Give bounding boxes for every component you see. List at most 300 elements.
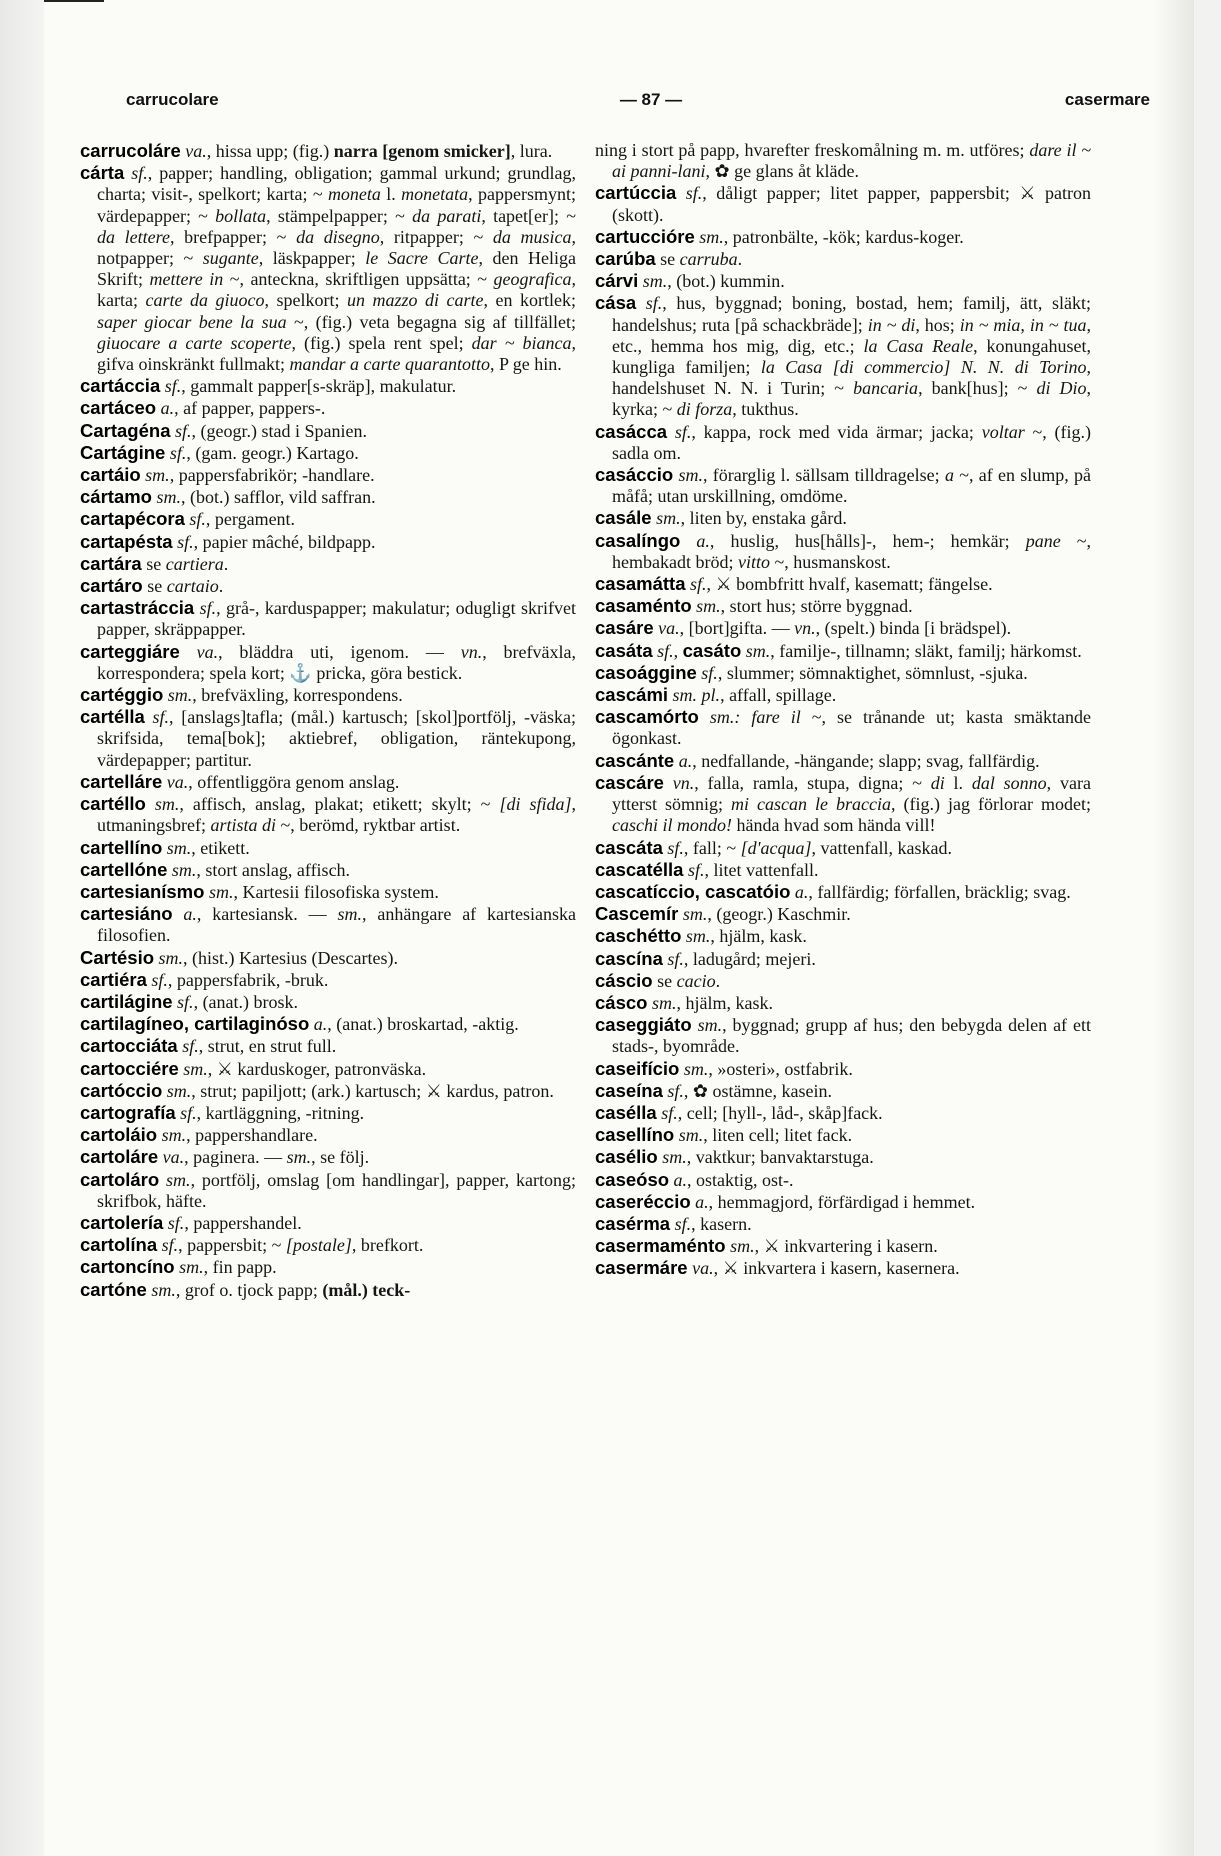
headword: cascáre bbox=[595, 771, 664, 793]
headword: cascatélla bbox=[595, 858, 684, 880]
definition-text: se bbox=[655, 249, 680, 270]
headword: casamátta bbox=[595, 573, 686, 595]
grammar-italic: la Casa Reale bbox=[863, 335, 974, 356]
dictionary-entry bbox=[595, 140, 1091, 182]
grammar-italic: sm. bbox=[286, 1147, 312, 1168]
grammar-italic: a. bbox=[172, 904, 197, 925]
dictionary-entry bbox=[80, 991, 576, 1013]
dictionary-entry bbox=[80, 442, 576, 464]
dictionary-entry bbox=[595, 507, 1091, 529]
definition-text: ~, (fig.) sadla om. bbox=[612, 421, 1091, 463]
headword: cascína bbox=[595, 947, 663, 969]
grammar-italic: dal sonno bbox=[971, 772, 1047, 793]
top-rule bbox=[44, 0, 104, 2]
definition-text: , den Heliga Skrift; bbox=[97, 248, 576, 290]
definition-text: , stort anslag, affisch. bbox=[196, 859, 351, 880]
headword: casélio bbox=[595, 1146, 658, 1168]
definition-text: , strut, en strut full. bbox=[198, 1036, 337, 1057]
grammar-italic: vitto bbox=[737, 551, 770, 572]
dictionary-entry bbox=[80, 486, 576, 508]
grammar-italic: sf. bbox=[685, 574, 707, 595]
grammar-italic: sf. bbox=[175, 1102, 197, 1123]
dictionary-entry bbox=[595, 859, 1091, 881]
grammar-italic: da disegno bbox=[296, 226, 380, 247]
grammar-italic: sm. bbox=[337, 904, 363, 925]
definition-text: , (spelt.) binda [i brädspel). bbox=[815, 618, 1012, 639]
headword: cárta bbox=[80, 162, 125, 184]
grammar-italic: a. bbox=[156, 398, 175, 419]
dictionary-entry bbox=[80, 793, 576, 836]
grammar-italic: le Sacre Carte bbox=[365, 248, 479, 269]
definition-text: , hjälm, kask. bbox=[676, 992, 773, 1013]
definition-text: , lura. bbox=[510, 141, 553, 161]
definition-text: , (anat.) brosk. bbox=[193, 991, 299, 1012]
headword: cartoncíno bbox=[80, 1256, 175, 1278]
definition-text: , grof o. tjock papp; bbox=[175, 1279, 323, 1300]
grammar-italic: sm. bbox=[204, 881, 234, 902]
headword: caseggiáto bbox=[595, 1014, 692, 1036]
dictionary-entry bbox=[80, 1146, 576, 1168]
dictionary-entry bbox=[595, 1058, 1091, 1080]
headword: casermaménto bbox=[595, 1235, 726, 1257]
definition-text: , strut; papiljott; (ark.) kartusch; ⚔ kardus, patron. bbox=[191, 1080, 554, 1101]
definition-text: , portfölj, omslag [om handlingar], papper, kartong; skrifbok, häfte. bbox=[97, 1169, 576, 1211]
definition-text: , (anat.) broskartad, -aktig. bbox=[327, 1014, 519, 1035]
definition-text: , anhängare af kartesianska filosofien. bbox=[97, 904, 576, 946]
definition-text: , spelkort; bbox=[264, 290, 347, 311]
definition-text: se bbox=[652, 970, 677, 991]
headword: cartoláro bbox=[80, 1168, 160, 1190]
last-guide-word: casermare bbox=[1064, 90, 1150, 109]
definition-text: , se följ. bbox=[311, 1147, 370, 1168]
grammar-italic: sf. bbox=[146, 969, 168, 990]
definition-text: , offentliggöra genom anslag. bbox=[188, 771, 400, 792]
definition-text: , förarglig l. sällsam tilldragelse; bbox=[702, 465, 945, 486]
headword: cartolería bbox=[80, 1211, 164, 1233]
grammar-italic: sm. bbox=[157, 1125, 187, 1146]
headword: casellíno bbox=[595, 1124, 675, 1146]
bold-text: (mål.) teck- bbox=[322, 1279, 411, 1300]
grammar-italic: cartaio bbox=[166, 576, 219, 597]
dictionary-entry bbox=[595, 292, 1091, 420]
grammar-italic: va. bbox=[179, 641, 219, 662]
definition-text: , pappersfabrik, -bruk. bbox=[167, 969, 329, 990]
definition-text: , kartesiansk. — bbox=[196, 904, 338, 925]
definition-text: , utmaningsbref; bbox=[97, 794, 576, 836]
definition-text: , gifva oinskränkt fullmakt; bbox=[97, 332, 576, 375]
headword: cartoláre bbox=[80, 1146, 159, 1168]
dictionary-entry bbox=[595, 270, 1091, 292]
definition-text: , pappershandlare. bbox=[186, 1125, 318, 1146]
headword: carrucoláre bbox=[80, 140, 181, 161]
definition-text: , notpapper; ~ bbox=[97, 226, 576, 269]
dictionary-entry bbox=[80, 684, 576, 706]
definition-text: , cell; [hyll-, låd-, skåp]fack. bbox=[677, 1102, 883, 1123]
headword: casalíngo bbox=[595, 529, 681, 551]
grammar-italic: giuocare a carte scoperte bbox=[97, 332, 292, 353]
grammar-italic: sf. bbox=[662, 1080, 684, 1101]
dictionary-entry bbox=[595, 662, 1091, 684]
headword: cascánte bbox=[595, 749, 675, 771]
dictionary-entry bbox=[80, 881, 576, 903]
dictionary-entry bbox=[80, 947, 576, 969]
grammar-italic: sf. bbox=[165, 442, 187, 463]
grammar-italic: carruba bbox=[679, 249, 738, 270]
grammar-italic: sm. bbox=[647, 992, 677, 1013]
grammar-italic: un mazzo di carte bbox=[346, 290, 484, 311]
definition-text: , stämpelpapper; ~ bbox=[266, 205, 413, 226]
grammar-italic: sf. bbox=[160, 376, 182, 397]
dictionary-entry bbox=[595, 903, 1091, 925]
right-column bbox=[595, 140, 1091, 1830]
headword: carteggiáre bbox=[80, 640, 180, 662]
definition-text: , pappersfabrikör; -handlare. bbox=[169, 465, 375, 486]
grammar-italic: artista di bbox=[210, 815, 276, 836]
definition-text: se bbox=[142, 576, 167, 597]
dictionary-entry bbox=[595, 1124, 1091, 1146]
dictionary-entry bbox=[80, 162, 576, 375]
grammar-italic: in ~ mia, in ~ tua bbox=[959, 314, 1087, 335]
definition-text: ~, (fig.) veta begagna sig af tillfället; bbox=[286, 311, 576, 332]
headword: cartapécora bbox=[80, 508, 185, 530]
headword: casaménto bbox=[595, 595, 692, 617]
definition-text: , bläddra uti, igenom. — bbox=[218, 641, 461, 662]
definition-text: , vattenfall, kaskad. bbox=[811, 837, 952, 858]
definition-text: , kartläggning, -ritning. bbox=[196, 1102, 365, 1123]
headword: cartografía bbox=[80, 1101, 176, 1123]
grammar-italic: moneta bbox=[327, 184, 381, 205]
definition-text: , ladugård; mejeri. bbox=[683, 948, 816, 969]
dictionary-entry bbox=[80, 859, 576, 881]
definition-text: , hjälm, kask. bbox=[710, 926, 807, 947]
grammar-italic: da musica bbox=[492, 226, 572, 247]
headword: cartelláre bbox=[80, 770, 163, 792]
grammar-italic: sf. bbox=[124, 163, 148, 184]
definition-text: , ritpapper; ~ bbox=[379, 226, 493, 247]
grammar-italic: sm. bbox=[140, 465, 170, 486]
dictionary-entry bbox=[80, 508, 576, 530]
headword: casélla bbox=[595, 1101, 657, 1123]
headword: cartéggio bbox=[80, 684, 164, 706]
definition-text: , (bot.) safflor, vild saffran. bbox=[181, 487, 376, 508]
grammar-italic: sf. bbox=[157, 1235, 179, 1256]
grammar-italic: di bbox=[930, 772, 945, 793]
dictionary-entry bbox=[595, 706, 1091, 749]
dictionary-entry bbox=[80, 903, 576, 946]
definition-text: , ⚔ karduskoger, patronväska. bbox=[207, 1058, 427, 1079]
dictionary-entry bbox=[80, 1080, 576, 1102]
dictionary-entry bbox=[595, 1146, 1091, 1168]
headword: cartapésta bbox=[80, 530, 173, 552]
headword: caseóso bbox=[595, 1168, 670, 1190]
dictionary-entry bbox=[595, 573, 1091, 595]
grammar-italic: a. bbox=[680, 530, 710, 551]
grammar-italic: sm. bbox=[741, 640, 771, 661]
definition-text: ~, hembakadt bröd; bbox=[612, 530, 1091, 572]
definition-text: se bbox=[141, 553, 166, 574]
headword: cáscio bbox=[595, 969, 653, 991]
headword: Cartagéna bbox=[80, 419, 171, 441]
headword: cartesiáno bbox=[80, 903, 173, 925]
definition-text: . bbox=[223, 553, 229, 574]
definition-text: hända hvad som hända vill! bbox=[731, 815, 936, 836]
dictionary-entry bbox=[80, 1035, 576, 1057]
dictionary-entry bbox=[80, 1102, 576, 1124]
headword: cartilágine bbox=[80, 990, 173, 1012]
dictionary-entry bbox=[595, 421, 1091, 464]
first-guide-word: carrucolare bbox=[126, 90, 219, 109]
grammar-italic: mandar a carte quarantotto bbox=[289, 354, 490, 375]
page-number: — 87 — bbox=[619, 90, 683, 109]
definition-text: , gammalt papper[s-skräp], makulatur. bbox=[181, 376, 457, 397]
definition-text: , karta; bbox=[97, 269, 576, 311]
grammar-italic: va. bbox=[158, 1147, 185, 1168]
definition-text: ~, berömd, ryktbar artist. bbox=[276, 815, 461, 836]
headword: cartiéra bbox=[80, 968, 147, 990]
definition-text: , etc., hemma hos mig, dig, etc.; bbox=[612, 314, 1091, 356]
dictionary-entry bbox=[80, 1256, 576, 1278]
definition-text: , bbox=[673, 640, 683, 661]
definition-text: , kyrka; ~ bbox=[612, 378, 1091, 420]
definition-text: , hemmagjord, förfärdigad i hemmet. bbox=[708, 1191, 976, 1212]
headword: caseína bbox=[595, 1079, 663, 1101]
grammar-italic: va. bbox=[653, 618, 680, 639]
definition-text: , kasern. bbox=[691, 1213, 752, 1234]
grammar-italic: dar ~ bianca bbox=[471, 332, 572, 353]
grammar-italic: sm. bbox=[691, 1015, 723, 1036]
dictionary-entry bbox=[80, 420, 576, 442]
definition-text: , (hist.) Kartesius (Descartes). bbox=[183, 947, 398, 968]
definition-text: , pappersbit; ~ bbox=[178, 1235, 286, 1256]
dictionary-entry bbox=[80, 1169, 576, 1212]
definition-text: , falla, ramla, stupa, digna; ~ bbox=[694, 772, 931, 793]
grammar-italic: sm.: fare il bbox=[698, 707, 801, 728]
grammar-italic: sf. bbox=[676, 183, 703, 204]
headword: cartáceo bbox=[80, 397, 157, 419]
dictionary-entry bbox=[595, 1213, 1091, 1235]
dictionary-entry bbox=[80, 575, 576, 597]
grammar-italic: geografica bbox=[493, 269, 572, 290]
definition-text: , P ge hin. bbox=[489, 354, 562, 375]
grammar-italic: sm. bbox=[162, 1080, 192, 1101]
definition-text: ~, anteckna, skriftligen uppsätta; ~ bbox=[223, 269, 494, 290]
grammar-italic: sm. pl. bbox=[668, 685, 721, 706]
definition-text: , liten by, enstaka gård. bbox=[680, 508, 847, 529]
headword: cartesianísmo bbox=[80, 880, 205, 902]
definition-text: , etikett. bbox=[191, 837, 250, 858]
definition-text: , (geogr.) Kaschmir. bbox=[707, 904, 851, 925]
definition-text: , vara ytterst sömnig; bbox=[612, 772, 1091, 815]
definition-text: . bbox=[218, 576, 224, 597]
dictionary-entry bbox=[80, 597, 576, 640]
dictionary-entry bbox=[80, 706, 576, 771]
grammar-italic: sm. bbox=[725, 1236, 755, 1257]
definition-text: , paginera. — bbox=[184, 1147, 287, 1168]
definition-text: , ⚔ inkvartering i kasern. bbox=[754, 1236, 938, 1257]
grammar-italic: sm. bbox=[679, 1058, 709, 1079]
definition-text: , (gam. geogr.) Kartago. bbox=[186, 442, 359, 463]
dictionary-entry bbox=[595, 1080, 1091, 1102]
definition-text: , »osteri», ostfabrik. bbox=[708, 1058, 853, 1079]
grammar-italic: sf. bbox=[662, 948, 684, 969]
definition-text: , (bot.) kummin. bbox=[667, 271, 785, 292]
dictionary-entry bbox=[80, 397, 576, 419]
headword: cartóne bbox=[80, 1278, 147, 1300]
headword: caschétto bbox=[595, 925, 682, 947]
definition-text: l. bbox=[380, 184, 402, 205]
definition-text: , ostaktig, ost-. bbox=[687, 1169, 794, 1190]
dictionary-entry bbox=[80, 531, 576, 553]
grammar-italic: sm. bbox=[174, 1257, 204, 1278]
grammar-italic: sm. bbox=[674, 1125, 704, 1146]
grammar-italic: [di sfida] bbox=[499, 794, 572, 815]
definition-text: , [anslags]tafla; (mål.) kartusch; [skol]portfölj, -väska; skrifsida, tema[bok]; aktiebref, obligation, räntekupong, värdepapper; partitur. bbox=[97, 707, 576, 770]
grammar-italic: sm. bbox=[694, 226, 724, 247]
headword: casoággine bbox=[595, 661, 697, 683]
dictionary-entry bbox=[595, 1191, 1091, 1213]
grammar-italic: sf. bbox=[184, 509, 206, 530]
grammar-italic: sf. bbox=[194, 598, 217, 619]
grammar-italic: a. bbox=[690, 1191, 709, 1212]
headword: cartára bbox=[80, 552, 142, 574]
grammar-italic: sm. bbox=[651, 508, 681, 529]
dictionary-entry bbox=[595, 948, 1091, 970]
dictionary-entry bbox=[595, 248, 1091, 270]
grammar-italic: carte da giuoco bbox=[145, 290, 265, 311]
grammar-italic: sf. bbox=[172, 531, 194, 552]
headword: cartocciáta bbox=[80, 1035, 178, 1057]
headword: Cascemír bbox=[595, 903, 679, 925]
definition-text: , konungahuset, kungliga familjen; bbox=[612, 335, 1091, 378]
dictionary-entry bbox=[80, 1279, 576, 1301]
grammar-italic: sm. bbox=[151, 487, 181, 508]
grammar-italic: a bbox=[944, 465, 954, 486]
dictionary-entry bbox=[595, 1169, 1091, 1191]
grammar-italic: va. bbox=[180, 141, 207, 161]
grammar-italic: cartiera bbox=[165, 553, 224, 574]
grammar-italic: sf. bbox=[144, 707, 170, 728]
dictionary-entry bbox=[595, 970, 1091, 992]
grammar-italic: a. bbox=[309, 1014, 328, 1035]
grammar-italic: sm. bbox=[657, 1147, 687, 1168]
dictionary-entry bbox=[80, 464, 576, 486]
definition-text: , (geogr.) stad i Spanien. bbox=[191, 420, 367, 441]
headword: cartocciére bbox=[80, 1057, 179, 1079]
dictionary-entry bbox=[80, 641, 576, 684]
dictionary-entry bbox=[80, 375, 576, 397]
definition-text: , ✿ ge glans åt kläde. bbox=[705, 161, 860, 182]
definition-text: , vaktkur; banvaktarstuga. bbox=[686, 1147, 874, 1168]
grammar-italic: cacio bbox=[676, 970, 716, 991]
headword: cartuccióre bbox=[595, 225, 695, 247]
headword: caseréccio bbox=[595, 1190, 691, 1212]
grammar-italic: mettere in bbox=[149, 269, 224, 290]
grammar-italic: [d'acqua] bbox=[740, 837, 812, 858]
definition-text: , stort hus; större byggnad. bbox=[720, 596, 913, 617]
definition-text: , papper; handling, obligation; gammal urkund; grundlag, charta; visit-, spelkort; karta; ~ bbox=[97, 163, 576, 205]
headword: casermáre bbox=[595, 1257, 688, 1279]
dictionary-entry bbox=[80, 140, 576, 162]
headword: cartóccio bbox=[80, 1079, 163, 1101]
definition-text: ning i stort på papp, hvarefter freskomålning m. m. utföres; bbox=[595, 140, 1030, 160]
grammar-italic: sf. bbox=[656, 1102, 678, 1123]
definition-text: , papier mâché, bildpapp. bbox=[193, 531, 376, 552]
definition-text: , ⚔ inkvartera i kasern, kasernera. bbox=[713, 1258, 960, 1279]
grammar-italic: in ~ di bbox=[867, 314, 916, 335]
definition-text: , pappersmynt; värdepapper; ~ bbox=[97, 184, 576, 226]
definition-text: , pappershandel. bbox=[184, 1212, 302, 1233]
grammar-italic: sf. bbox=[636, 293, 663, 314]
grammar-italic: sm. bbox=[145, 794, 180, 815]
definition-text: ~, af en slump, på måfå; utan urskillning, omdöme. bbox=[612, 465, 1091, 507]
definition-text: , pergament. bbox=[205, 509, 296, 530]
grammar-italic: a. bbox=[674, 750, 693, 771]
definition-text: , bank[hus]; ~ bbox=[918, 378, 1037, 399]
headword: cartúccia bbox=[595, 182, 677, 204]
dictionary-entry bbox=[80, 1234, 576, 1256]
headword: cartellóne bbox=[80, 858, 168, 880]
dictionary-entry bbox=[595, 1014, 1091, 1057]
grammar-italic: bancaria bbox=[853, 378, 919, 399]
grammar-italic: sm. bbox=[678, 904, 708, 925]
grammar-italic: sf. bbox=[177, 1036, 199, 1057]
dictionary-entry bbox=[595, 617, 1091, 639]
grammar-italic: sf. bbox=[662, 837, 684, 858]
dictionary-entry bbox=[595, 992, 1091, 1014]
dictionary-entry bbox=[80, 1013, 576, 1035]
definition-text: , brefkort. bbox=[351, 1235, 424, 1256]
page-shadow bbox=[1154, 0, 1194, 1856]
definition-text: , ⚔ bombfritt hvalf, kasematt; fängelse. bbox=[706, 574, 993, 595]
grammar-italic: sf. bbox=[172, 991, 194, 1012]
definition-text: , nedfallande, -hängande; slapp; svag, fallfärdig. bbox=[692, 750, 1040, 771]
grammar-italic: sm. bbox=[162, 837, 192, 858]
definition-text: , hus, byggnad; boning, bostad, hem; familj, ätt, släkt; handelshus; ruta [på schackbräde]; bbox=[612, 293, 1091, 335]
grammar-italic: la Casa [di commercio] N. N. di Torino bbox=[760, 357, 1087, 378]
definition-text: , litet vattenfall. bbox=[704, 859, 819, 880]
grammar-italic: a. bbox=[790, 881, 809, 902]
dictionary-entry bbox=[80, 1212, 576, 1234]
grammar-italic: da parati bbox=[412, 205, 482, 226]
headword: cartáccia bbox=[80, 375, 161, 397]
grammar-italic: da lettere bbox=[97, 226, 170, 247]
definition-text: , byggnad; grupp af hus; den bebygda delen af ett stads-, byområde. bbox=[612, 1015, 1091, 1057]
definition-text: , ✿ ostämne, kasein. bbox=[683, 1080, 832, 1101]
definition-text: , en kortlek; bbox=[483, 290, 576, 311]
headword: cártamo bbox=[80, 486, 152, 508]
left-column bbox=[80, 140, 576, 1830]
definition-text: , af papper, pappers-. bbox=[174, 398, 326, 419]
bold-text: narra [genom smicker] bbox=[333, 141, 511, 161]
grammar-italic: caschi il mondo! bbox=[612, 815, 732, 836]
grammar-italic: sf. bbox=[683, 859, 705, 880]
dictionary-entry bbox=[595, 684, 1091, 706]
grammar-italic: mi cascan le braccia bbox=[731, 794, 892, 815]
grammar-italic: sm. bbox=[681, 926, 711, 947]
grammar-italic: sm. bbox=[154, 947, 184, 968]
grammar-italic: di Dio bbox=[1036, 378, 1087, 399]
headword: cartilagíneo, cartilaginóso bbox=[80, 1013, 310, 1035]
headword: casérma bbox=[595, 1212, 671, 1234]
headword: cartáro bbox=[80, 575, 143, 597]
grammar-italic: sm. bbox=[673, 465, 703, 486]
headword: cásco bbox=[595, 991, 648, 1013]
grammar-italic: sm. bbox=[146, 1279, 176, 1300]
dictionary-entry bbox=[80, 553, 576, 575]
grammar-italic: saper giocar bene la sua bbox=[97, 311, 287, 332]
grammar-italic: vn. bbox=[460, 641, 483, 662]
grammar-italic: sf. bbox=[696, 662, 718, 683]
